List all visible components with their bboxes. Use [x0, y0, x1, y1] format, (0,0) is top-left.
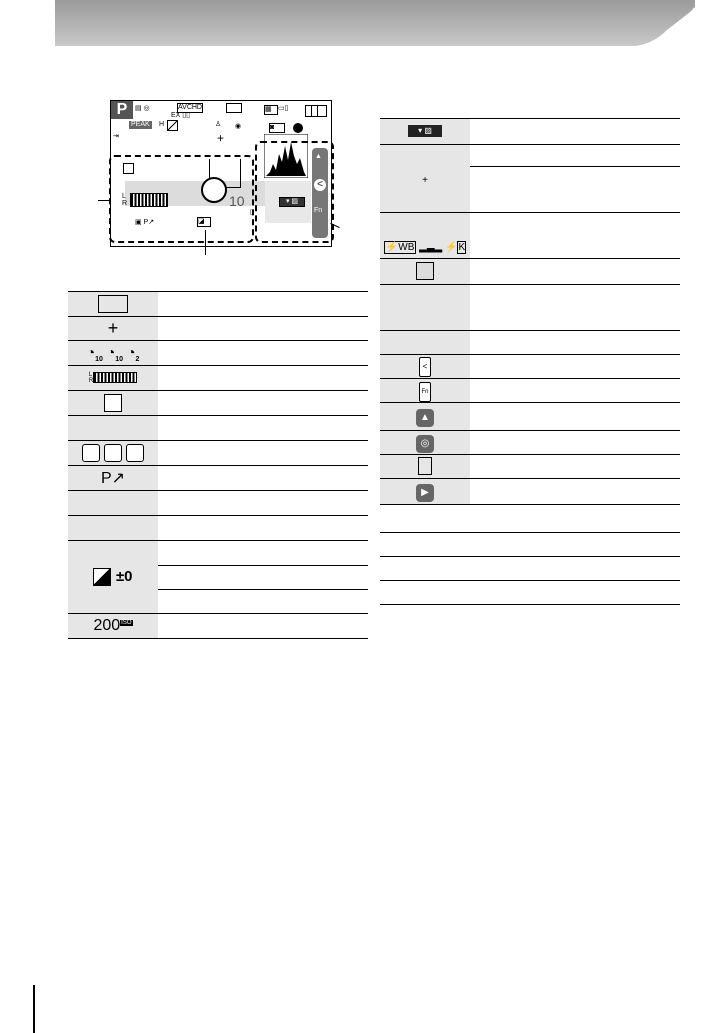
touch-af-side-icon: ▲	[315, 153, 322, 160]
mic-level-bars	[93, 372, 137, 383]
table-row	[380, 479, 680, 505]
spot-target: +	[217, 131, 225, 145]
flash-icon: ♙	[215, 121, 222, 128]
table-row	[68, 541, 368, 566]
self-timer-screen-num: 10	[229, 193, 245, 209]
table-row	[380, 145, 680, 167]
table-row	[68, 341, 368, 366]
mic-off-icon	[104, 394, 122, 412]
self-timer-icons: $◔_{10}$ $◔_{10}$ $◔_2$	[86, 343, 140, 363]
exit-icon: ⇥	[113, 133, 119, 140]
table-row	[380, 505, 680, 533]
left-icon-table	[68, 291, 368, 639]
video-format-icon: AVCHD	[178, 104, 202, 111]
table-row	[380, 331, 680, 355]
record-dot-icon	[293, 123, 303, 133]
header-tab	[55, 0, 695, 50]
mode-indicator: P	[111, 101, 133, 119]
video-icon: ▶	[416, 484, 434, 502]
card-icon: ▭▯	[278, 105, 289, 112]
metering-mode-icons	[82, 444, 145, 461]
peak-level: H	[159, 121, 165, 128]
spot-metering-target-icon: +	[107, 318, 119, 338]
touch-shutter-icon: ◎	[416, 435, 434, 453]
callout-line-left	[98, 200, 110, 201]
touch-tab-side-icon: <	[314, 179, 326, 191]
exposure-comp-screen-icon: ◪	[197, 217, 211, 227]
table-row	[380, 581, 680, 605]
table-row	[380, 285, 680, 331]
fn-tab-icon: Fn	[419, 382, 431, 402]
table-row	[68, 317, 368, 341]
table-row	[68, 391, 368, 416]
table-row	[380, 259, 680, 285]
wb-bracket-icons: ⚡WB ▂▃▂ ⚡K	[385, 242, 466, 253]
table-row	[380, 557, 680, 581]
table-row	[380, 533, 680, 557]
table-row	[380, 431, 680, 455]
mic-level-meter-icon: L R	[88, 371, 94, 384]
metering-screen-icon: ▣ P↗	[135, 219, 155, 226]
table-row	[380, 403, 680, 431]
table-row	[68, 491, 368, 516]
zoom-indicator: ▯	[250, 209, 254, 216]
drive-icon	[226, 103, 242, 113]
color-square-icon	[416, 262, 434, 280]
program-shift-icon: P↗	[100, 470, 126, 487]
touch-af-icon: ▲	[416, 409, 434, 427]
table-row	[68, 292, 368, 317]
af-point-icon: +	[422, 174, 428, 186]
table-row	[380, 119, 680, 145]
fn-side-icon: Fn	[314, 207, 323, 214]
frame-icon	[418, 457, 432, 475]
exif-icon: EX ▯▯	[171, 112, 190, 119]
touch-tab-icon: <	[419, 357, 431, 377]
page-margin-rule	[33, 985, 35, 1033]
af-area-frame-icon	[98, 295, 128, 313]
table-row	[380, 379, 680, 403]
rec-icon: ◙	[269, 123, 285, 133]
table-row	[68, 366, 368, 391]
battery-icon	[305, 105, 327, 117]
peak-icon: PEAK	[131, 121, 150, 128]
table-row	[68, 516, 368, 541]
iso-icon: $200^{ISO}$	[93, 617, 132, 634]
table-row	[68, 441, 368, 466]
quality-icon: ▤ ◎	[135, 105, 150, 112]
table-row	[380, 213, 680, 259]
callout-line-center	[205, 230, 206, 255]
left-group-outline	[109, 155, 254, 243]
table-row	[380, 455, 680, 479]
exposure-comp-value: ±0	[115, 568, 133, 586]
camera-icon: ◉	[235, 123, 242, 130]
style-icon	[167, 120, 178, 131]
table-row	[68, 614, 368, 639]
right-icon-table	[380, 118, 680, 605]
bracket-icon: ▾ ▨	[408, 125, 442, 137]
mic-level-screen-label: L R	[122, 193, 128, 207]
table-row	[68, 466, 368, 491]
camera-screen	[110, 100, 332, 247]
table-row	[380, 355, 680, 379]
exposure-comp-icon	[93, 568, 111, 586]
bracket-screen-icon: ▾ ▨	[279, 197, 305, 207]
right-group-outline	[255, 141, 334, 243]
stabilizer-icon: ▦	[264, 105, 278, 115]
table-row	[68, 416, 368, 441]
